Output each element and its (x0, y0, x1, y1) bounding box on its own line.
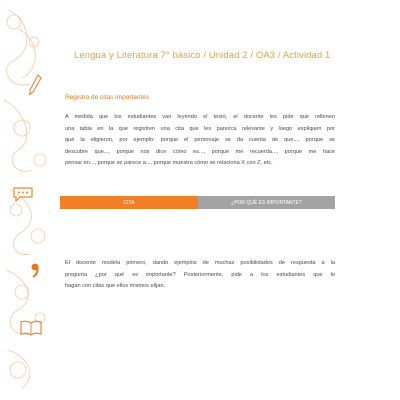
page-title: Lengua y Literatura 7° básico / Unidad 2 / OA3 / Actividad 1 (74, 50, 331, 61)
book-icon (20, 320, 42, 336)
paragraph-line: qué la eligieron, por ejemplo: porque el personaje se da cuenta de que..., porque se (65, 137, 335, 143)
table-header-why-important: ¿POR QUÉ ES IMPORTANTE? (198, 196, 335, 209)
citation-table-header (60, 196, 335, 209)
paragraph-line: hagan con citas que ellos mismos elijan. (65, 283, 166, 289)
paragraph-line: una tabla en la que registren una cita que les parezca relevante y luego expliquen por (65, 125, 335, 132)
paragraph-line: pensar en..., porque se parece a..., porque muestra cómo se relaciona X con Z, etc. (65, 160, 273, 166)
paragraph-instructions (65, 112, 335, 170)
comma-icon (30, 262, 40, 278)
paragraph-line: A medida que los estudiantes van leyendo el texto, el docente les pide que rellenen (65, 114, 335, 120)
pen-icon (28, 74, 42, 96)
paragraph-line: El docente modela primero, dando ejemplos de muchas posibilidades de respuesta a la (65, 260, 335, 266)
table-header-cita: CITA (60, 196, 198, 209)
paragraph-modeling (65, 258, 335, 293)
section-title: Registro de citas importantes (65, 94, 150, 101)
paragraph-line: descubre que..., porque nos dice cómo es..., porque me recuerda..., porque me hace (65, 148, 335, 155)
paragraph-line: pregunta ¿por qué es importante? Posteriormente, pide a los estudiantes que lo (65, 271, 335, 278)
speech-bubble-icon (12, 186, 34, 202)
